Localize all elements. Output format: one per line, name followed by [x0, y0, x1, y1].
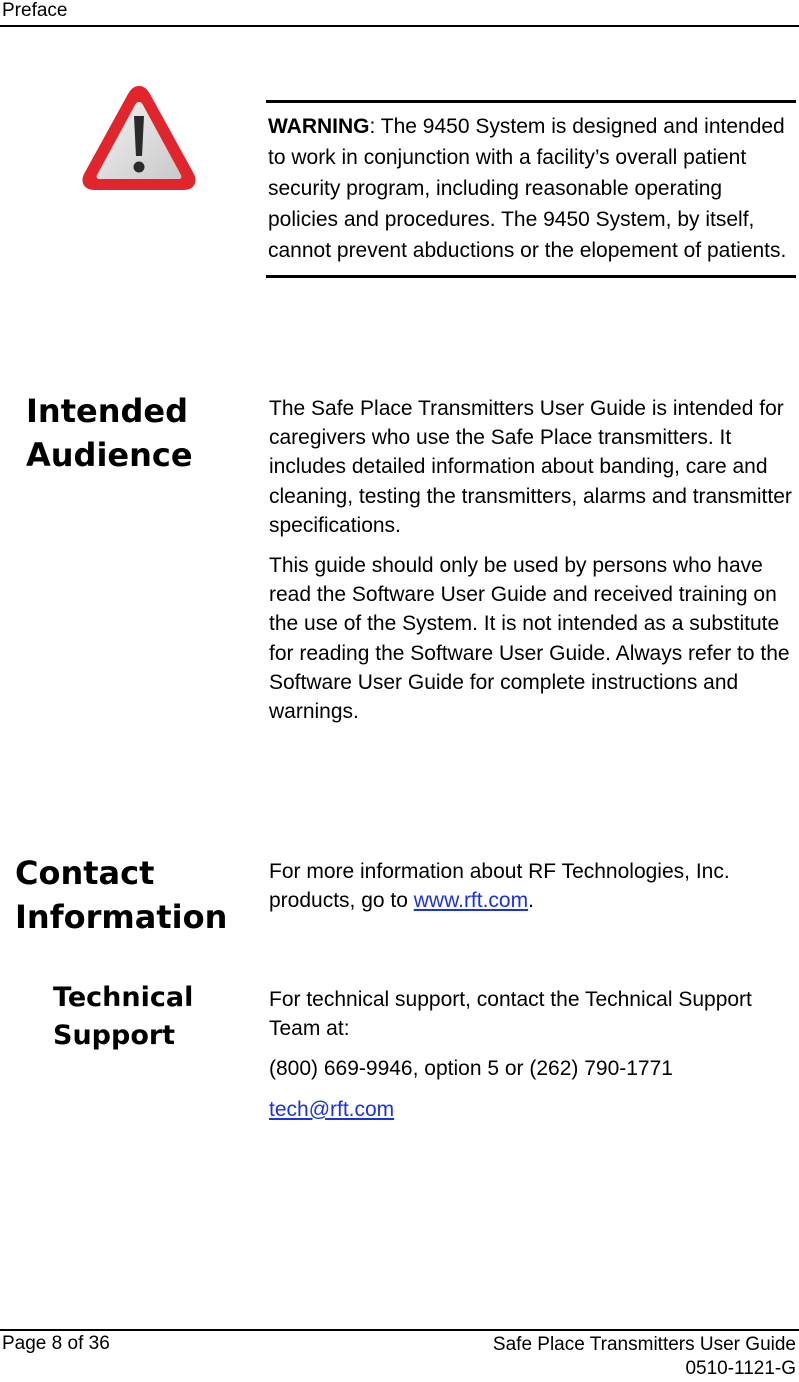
warning-label: WARNING [268, 115, 370, 138]
contact-text: For more information about RF Technologies, Inc. products, go to [269, 860, 730, 913]
footer-doc-info [493, 1333, 796, 1381]
footer-rule [0, 1329, 799, 1331]
warning-triangle-icon [78, 80, 200, 194]
technical-support-body [269, 985, 799, 1135]
warning-box [266, 100, 796, 278]
paragraph [269, 1095, 799, 1124]
paragraph: The Safe Place Transmitters User Guide is intended for caregivers who use the Safe Place transmitters. It includes detailed information about banding, care and cleaning, testing the transmitters, alarms and transmitter specifications. [269, 397, 792, 537]
phone-numbers: (800) 669-9946, option 5 or (262) 790-1771 [269, 1057, 673, 1081]
doc-number: 0510-1121-G [685, 1358, 796, 1379]
paragraph: For technical support, contact the Technical Support Team at: [269, 988, 752, 1041]
heading-line: Information [15, 898, 228, 936]
contact-information-body [269, 857, 799, 926]
intended-audience-heading [26, 389, 193, 477]
contact-period: . [528, 889, 534, 913]
doc-title: Safe Place Transmitters User Guide [492, 1334, 796, 1355]
warning-text [268, 111, 796, 266]
paragraph [269, 857, 799, 915]
header-rule [0, 25, 799, 27]
header-title: Preface [2, 0, 68, 21]
technical-support-heading [53, 979, 193, 1055]
warning-body: : The 9450 System is designed and intended to work in conjunction with a facility’s overall patient security program, including reasonable operating policies and procedures. The 9450 System, by itself, cannot prevent abductions or the elopement of patients. [268, 115, 787, 262]
heading-line: Contact [15, 854, 155, 892]
heading-line: Audience [26, 436, 193, 474]
intended-audience-body [269, 394, 799, 737]
heading-line: Support [53, 1020, 176, 1051]
page-number: Page 8 of 36 [2, 1333, 110, 1354]
website-link[interactable]: www.rft.com [413, 889, 529, 913]
heading-line: Technical [53, 982, 194, 1013]
contact-information-heading [15, 851, 227, 939]
email-link[interactable]: tech@rft.com [269, 1097, 395, 1121]
paragraph: This guide should only be used by persons who have read the Software User Guide and received training on the use of the System. It is not intended as a substitute for reading the Software User Guide. Always refer to the Software User Guide for complete instructions and warnings. [269, 554, 790, 724]
heading-line: Intended [26, 392, 188, 430]
